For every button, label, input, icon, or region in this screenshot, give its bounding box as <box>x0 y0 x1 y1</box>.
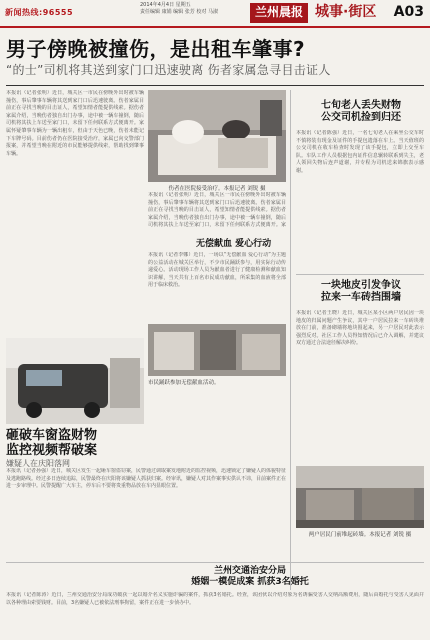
bottom-story-headline <box>150 566 350 588</box>
side-story-1-headline <box>298 100 424 124</box>
side-story-2-photo <box>296 466 424 528</box>
side-story-2-body: 本报讯（记者王晓）近日，城关区某小区两户居民因一块地皮的归属问题产生争议，其中一户居民拉来一车砖块堆放在门前，准备砌墙将地块围起来，另一户居民对此表示强烈反对。社区工作人员得知情况后已介入调解，并建议双方通过合法途径解决纠纷。 <box>296 310 424 347</box>
side-story-1-headline-line1: 七旬老人丢失财物 <box>321 100 401 111</box>
left-story-headline <box>6 428 166 469</box>
mid-story-photo <box>148 324 286 376</box>
mid-story-headline: 无偿献血 爱心行动 <box>196 239 272 249</box>
lead-subheadline: “的士”司机将其送到家门口迅速驶离 伤者家属急寻目击证人 <box>6 63 331 77</box>
side-story-1-headline-line2: 公交司机捡到归还 <box>321 112 401 123</box>
editor-credits: 责任编辑 康娟 编辑 张芳 校对 马淑 <box>140 9 218 15</box>
lead-headline: 男子傍晚被撞伤，是出租车肇事? <box>6 37 306 61</box>
mid-story-body: 本报讯（记者李娜）近日，一场以“无偿献血 爱心行动”为主题的公益活动在城关区举行，不少市民踊跃参与，用实际行动传递爱心。活动现场工作人员为献血者进行了健康检测和献血知识讲解，当天共有上百名市民成功献血，所采集的血液将全部用于临床救治。 <box>148 252 286 289</box>
side-story-2-headline <box>298 280 424 304</box>
left-story-body: 本报讯（记者孙强）近日，城关区发生一起砸车窗盗窃案，民警通过调取案发地附近的监控视频，迅速锁定了嫌疑人的体貌特征及逃跑路线。经过多日连续追踪，民警最终在庆阳将该嫌疑人抓获归案。经审讯，嫌疑人对其作案事实供认不讳，目前案件正在进一步审理中。民警提醒广大车主，停车后不要将贵重物品放在车内显眼位置。 <box>6 468 286 490</box>
side-story-2-headline-line1: 一块地皮引发争议 <box>321 280 401 291</box>
section-title: 城事·街区 <box>315 4 377 20</box>
mid-story-caption: 市民踊跃参加无偿献血活动。 <box>148 380 220 386</box>
lead-photo <box>148 90 286 182</box>
side-story-2-caption: 两户居民门前堆起砖墙。本报记者 刘锐 摄 <box>308 532 412 538</box>
news-hotline: 新闻热线:96555 <box>5 8 74 17</box>
headline-rule <box>6 85 424 86</box>
side-story-2-headline-line2: 拉来一车砖挡围墙 <box>321 292 401 303</box>
bottom-story-body: 本报讯（记者陈涛）近日，兰州交通治安分局成功破获一起以婚介名义实施诈骗的案件，抓获3名婚托。经查，该团伙以介绍对象为名诱骗受害人交纳高额费用，随后由婚托与受害人见面并以各种理由索要钱财。目前，3名嫌疑人已被依法刑事拘留，案件正在进一步侦办中。 <box>6 592 424 606</box>
side-divider <box>296 274 424 275</box>
issue-date: 2014年4月4日 星期五 <box>140 2 191 8</box>
issue-dateline <box>140 2 218 16</box>
left-story-headline-line1: 砸破车窗盗财物 <box>6 428 98 443</box>
column-divider <box>290 90 291 590</box>
bottom-story-headline-line1: 兰州交通治安分局 <box>213 566 286 576</box>
left-story-subheadline: 嫌疑人在庆阳落网 <box>6 459 70 468</box>
side-story-1-body: 本报讯（记者陈强）近日，一名七旬老人在乘坐公交车时不慎将装有现金及证件的手提包遗落在车上。当天值班的公交司机在收车检查时发现了该手提包，立即上交至车队。车队工作人员根据包内证件信息辗转联系到失主，老人领回失物后连声道谢，并专程为司机送来锦旗表示感谢。 <box>296 130 424 174</box>
newspaper-logo: 兰州晨报 <box>250 3 308 23</box>
page-number: A03 <box>393 4 424 20</box>
bottom-divider <box>6 562 424 563</box>
left-story-headline-line2: 监控视频帮破案 <box>6 443 98 458</box>
lead-story-body-continued: 本报讯（记者张明）近日，城关区一市民在傍晚外出时被车辆撞伤，事后肇事车辆将其送到家门口后迅速驶离。伤者家属目前正在寻找当晚的目击证人，希望知情者能提供线索。据伤者家属介绍，当晚伤者独自出门办事，途中被一辆车撞倒，随后司机将其扶上车送至家门口，未留下任何联系方式便离开。家 <box>148 192 286 228</box>
lead-story-body: 本报讯（记者张明）近日，城关区一市民在傍晚外出时被车辆撞伤，事后肇事车辆将其送到家门口后迅速驶离。伤者家属目前正在寻找当晚的目击证人，希望知情者能提供线索。据伤者家属介绍，当晚伤者独自出门办事，途中被一辆车撞倒，随后司机将其扶上车送至家门口，未留下任何联系方式便离开。家属怀疑肇事车辆为一辆出租车，但由于天色已晚，伤者未能记下车牌号码。目前伤者仍在医院接受治疗，家属已向交警部门报案，并希望当晚在附近的市民能够提供线索，帮助找到肇事车辆。 <box>6 90 144 157</box>
left-story-photo <box>6 338 144 424</box>
lead-photo-caption: 伤者在医院接受治疗。本报记者 刘锐 摄 <box>168 186 266 192</box>
bottom-story-headline-line2: 婚姻一模促成案 抓获3名婚托 <box>191 577 309 587</box>
